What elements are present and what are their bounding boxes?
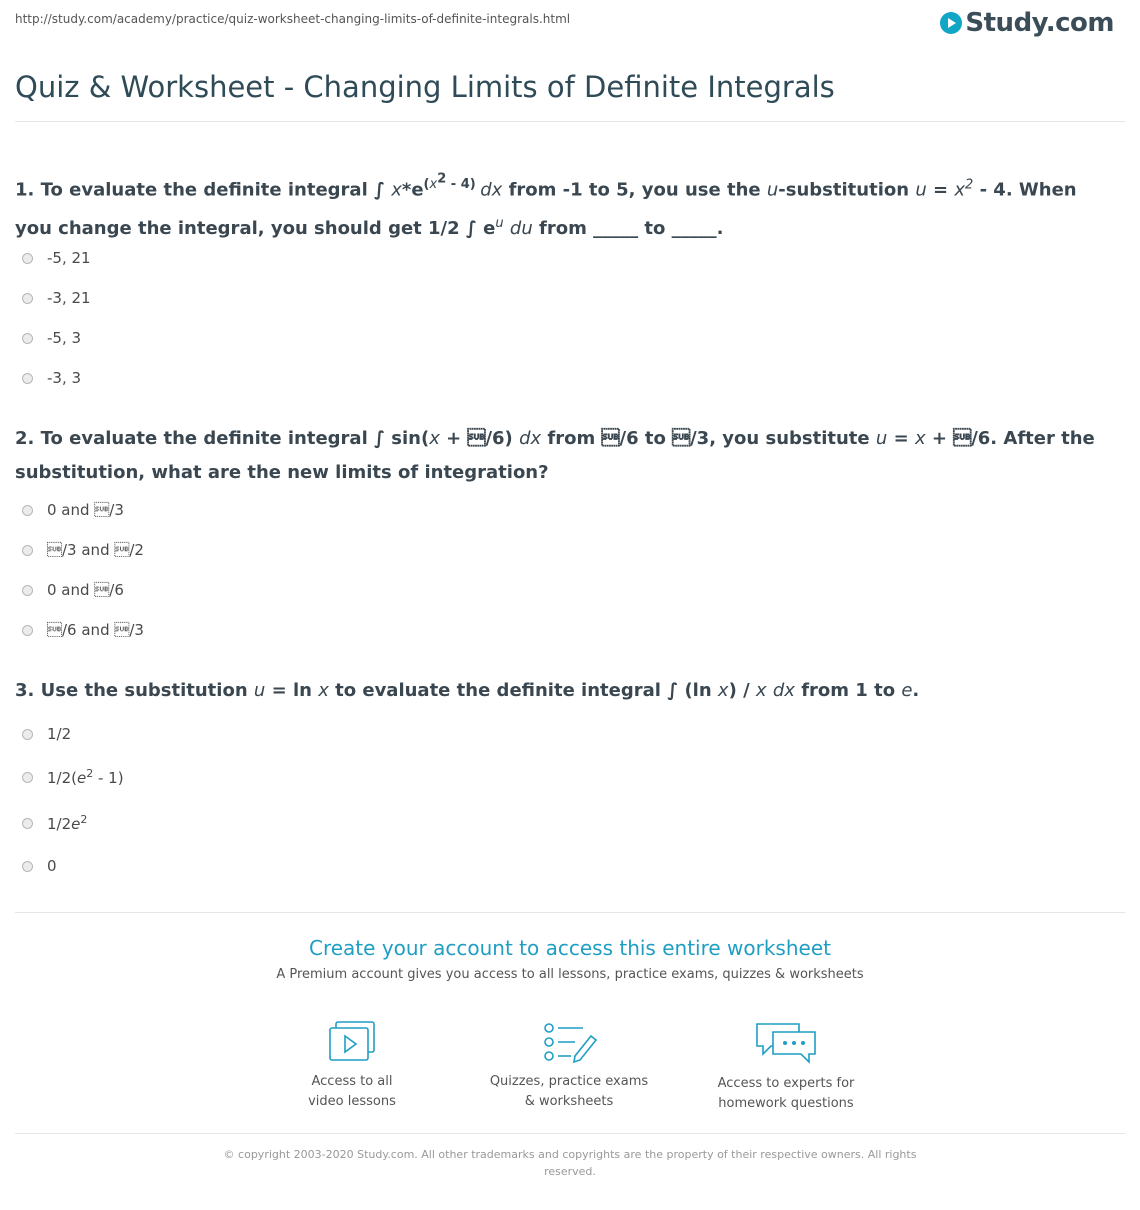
choice-3d[interactable]: 0: [22, 846, 124, 886]
radio-button[interactable]: [22, 545, 33, 556]
choice-1c[interactable]: -5, 3: [22, 318, 91, 358]
feature-label-line2: homework questions: [718, 1096, 854, 1111]
video-lesson-icon: [326, 1020, 378, 1064]
question-3: 3. Use the substitution u = ln x to evaluate the definite integral ∫ (ln x) / x dx from 1 to e.: [15, 680, 920, 701]
radio-button[interactable]: [22, 772, 33, 783]
feature-label-line2: & worksheets: [524, 1094, 614, 1109]
radio-button[interactable]: [22, 505, 33, 516]
radio-button[interactable]: [22, 293, 33, 304]
choice-2a[interactable]: 0 and /3: [22, 490, 144, 530]
question-1: 1. To evaluate the definite integral ∫ $x*e^{(x^2 - 4)}$ dx from -1 to 5, you use the u-substitution $u = x^2 - 4$. When you change the integral, you should get 1/2 ∫ $e^u$ du from _____ to _____.: [15, 172, 1077, 240]
cta-subtitle: A Premium account gives you access to all lessons, practice exams, quizzes & worksheets: [276, 967, 864, 982]
feature-label-line2: video lessons: [308, 1094, 396, 1109]
divider: [15, 121, 1125, 122]
feature-video-lessons: [252, 1020, 452, 1112]
quiz-checklist-icon: [539, 1020, 599, 1064]
question-2: 2. To evaluate the definite integral ∫ sin(x + /6) dx from /6 to /3, you substitute u = x + /6. After the substitution, what are the new limits of integration?: [15, 428, 1095, 483]
choice-3c[interactable]: $1/2e^2$: [22, 800, 124, 846]
radio-button[interactable]: [22, 729, 33, 740]
divider: [15, 912, 1125, 913]
choice-3a[interactable]: 1/2: [22, 714, 124, 754]
choice-3b[interactable]: $1/2(e^2 - 1)$: [22, 754, 124, 800]
logo-text: Study.com: [965, 8, 1114, 38]
play-logo-icon: [940, 12, 962, 34]
chat-bubbles-icon: [753, 1020, 819, 1066]
radio-button[interactable]: [22, 333, 33, 344]
radio-button[interactable]: [22, 253, 33, 264]
page-title: Quiz & Worksheet - Changing Limits of Definite Integrals: [15, 70, 835, 104]
feature-label-line1: Access to all: [311, 1074, 393, 1089]
study-logo[interactable]: [940, 8, 1114, 38]
copyright-text: © copyright 2003-2020 Study.com. All other trademarks and copyrights are the property of their respective owners. All rights reserved.: [223, 1148, 917, 1178]
choice-2d[interactable]: /6 and /3: [22, 610, 144, 650]
choice-1a[interactable]: -5, 21: [22, 238, 91, 278]
cta-title-link[interactable]: Create your account to access this entire worksheet: [309, 936, 831, 960]
choice-2c[interactable]: 0 and /6: [22, 570, 144, 610]
radio-button[interactable]: [22, 585, 33, 596]
radio-button[interactable]: [22, 861, 33, 872]
radio-button[interactable]: [22, 373, 33, 384]
question-3-choices: [22, 714, 124, 886]
page-url: http://study.com/academy/practice/quiz-worksheet-changing-limits-of-definite-integrals.html: [15, 12, 571, 26]
feature-label-line1: Quizzes, practice exams: [489, 1074, 649, 1089]
feature-experts: [686, 1020, 886, 1114]
choice-1b[interactable]: -3, 21: [22, 278, 91, 318]
feature-label-line1: Access to experts for: [717, 1076, 855, 1091]
divider: [15, 1133, 1125, 1134]
radio-button[interactable]: [22, 818, 33, 829]
choice-2b[interactable]: /3 and /2: [22, 530, 144, 570]
radio-button[interactable]: [22, 625, 33, 636]
question-1-choices: [22, 238, 91, 398]
choice-1d[interactable]: -3, 3: [22, 358, 91, 398]
question-2-choices: [22, 490, 144, 650]
feature-quizzes: [469, 1020, 669, 1112]
